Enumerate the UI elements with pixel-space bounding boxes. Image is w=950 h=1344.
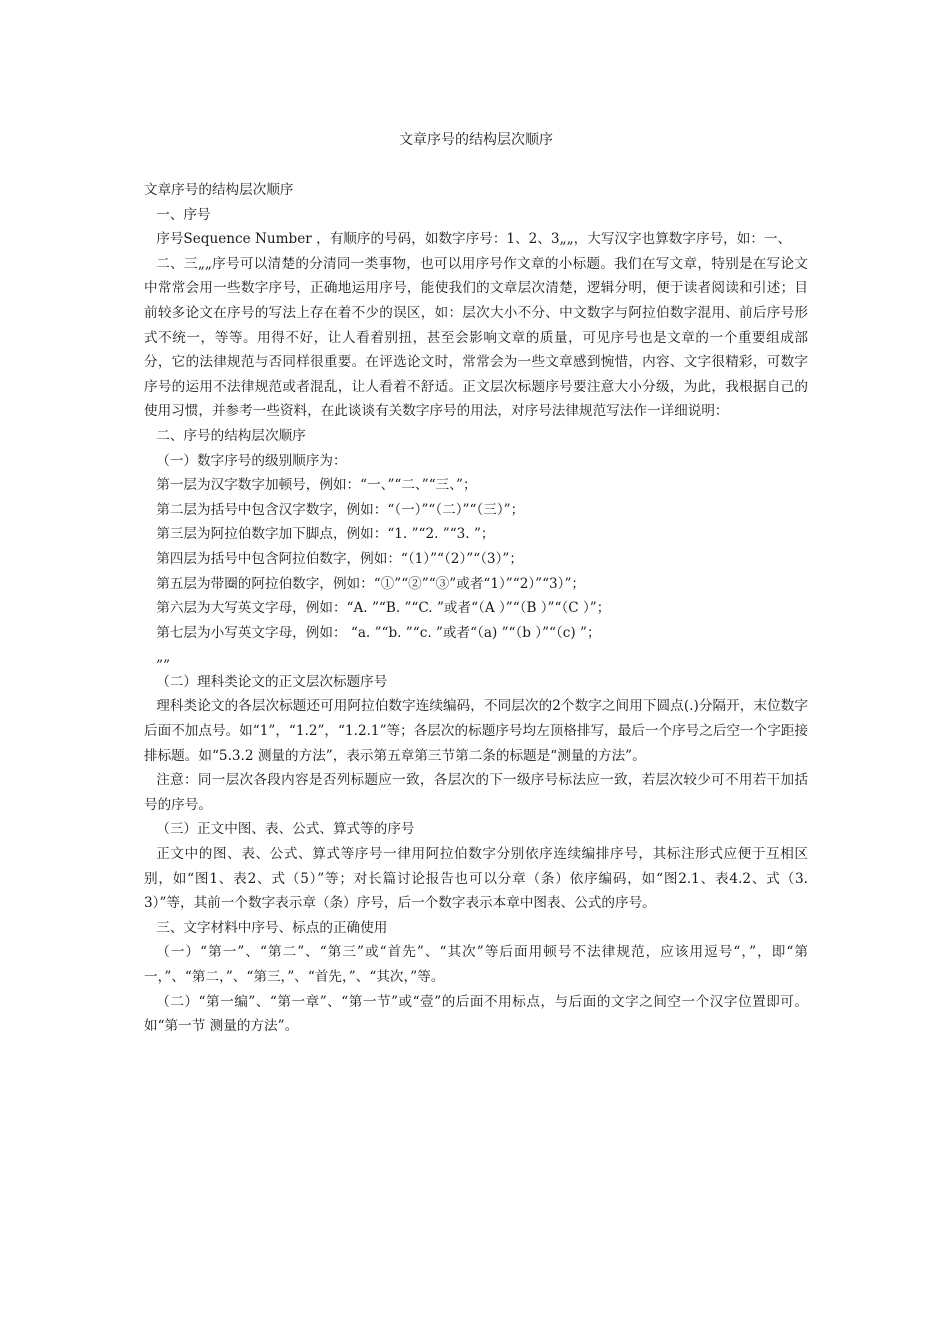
paragraph: 第六层为大写英文字母，例如：“A. ”“B. ”“C. ”或者“（A ）”“（B ）”“（C ）”； [156,600,611,617]
paragraph: （二）理科类论文的正文层次标题序号 [156,673,388,690]
paragraph: 二、三„„序号可以清楚的分清同一类事物，也可以用序号作文章的小标题。我们在写文章，特别是在写论文中常常会用一些数字序号，正确地运用序号，能使我们的文章层次清楚，逻辑分明，便于读者阅读和引述；目前较多论文在序号的写法上存在着不少的误区，如：层次大小不分、中文数字与阿拉伯数字混用、前后序号形式不统一，等等。用得不好，让人看着别扭，甚至会影响文章的质量，可见序号也是文章的一个重要组成部分，它的法律规范与否同样很重要。在评选论文时，常常会为一些文章感到惋惜，内容、文字很精彩，可数字序号的运用不法律规范或者混乱，让人看着不舒适。正文层次标题序号要注意大小分级，为此，我根据自己的使用习惯，并参考一些资料，在此谈谈有关数字序号的用法，对序号法律规范写法作一详细说明： [144,255,808,420]
paragraph: （二）“第一编”、“第一章”、“第一节”或“壹”的后面不用标点，与后面的文字之间空一个汉字位置即可。如“第一节 测量的方法”。 [144,993,808,1035]
paragraph: 第一层为汉字数字加顿号，例如：“一、”“二、”“三、”； [156,477,477,494]
paragraph: 三、文字材料中序号、标点的正确使用 [156,919,388,936]
paragraph: 第四层为括号中包含阿拉伯数字，例如：“（1）”“（2）”“（3）”； [156,550,523,567]
paragraph: 第七层为小写英文字母，例如： “a. ”“b. ”“c. ”或者“（a) ”“（b ）”“（c) ”； [156,624,601,641]
paragraph: 正文中的图、表、公式、算式等序号一律用阿拉伯数字分别依序连续编排序号，其标注形式应便于互相区别，如“图1、表2、式（5）”等；对长篇讨论报告也可以分章（条）依序编码，如“图2.1、表4.2、式（3.3）”等，其前一个数字表示章（条）序号，后一个数字表示本章中图表、公式的序号。 [144,846,808,912]
document-title: 文章序号的结构层次顺序 [399,132,553,148]
paragraph: （三）正文中图、表、公式、算式等的序号 [156,821,415,838]
paragraph: 第三层为阿拉伯数字加下脚点，例如：“1. ”“2. ”“3. ”； [156,526,495,543]
paragraph: 二、序号的结构层次顺序 [156,427,306,444]
paragraph: 第五层为带圈的阿拉伯数字，例如：“①”“②”“③”或者“1）”“2）”“3）”； [156,575,586,592]
paragraph: 一、序号 [156,206,211,223]
paragraph: （一）“第一”、“第二”、“第三”或“首先”、“其次”等后面用顿号不法律规范，应该用逗号“，”，即“第一，”、“第二，”、“第三，”、“首先，”、“其次，”等。 [144,944,808,985]
paragraph: 理科类论文的各层次标题还可用阿拉伯数字连续编码，不同层次的2个数字之间用下圆点(.)分隔开，末位数字后面不加点号。如“1”，“1.2”，“1.2.1”等；各层次的标题序号均左顶格排写，最后一个序号之后空一个字距接排标题。如“5.3.2 测量的方法”，表示第五章第三节第二条的标题是“测量的方法”。 [144,698,808,764]
paragraph: 第二层为括号中包含汉字数字，例如：“（一）”“（二）”“（三）”； [156,501,525,518]
paragraph: 序号Sequence Number ，有顺序的号码，如数字序号：1、2、3„„，大写汉字也算数字序号，如：一、 [156,231,792,248]
paragraph: 注意：同一层次各段内容是否列标题应一致，各层次的下一级序号标法应一致，若层次较少可不用若干加括号的序号。 [144,772,808,813]
document-body [144,178,808,1039]
paragraph: （一）数字序号的级别顺序为： [156,452,347,469]
paragraph: 文章序号的结构层次顺序 [144,182,294,198]
paragraph: „„ [156,649,171,666]
